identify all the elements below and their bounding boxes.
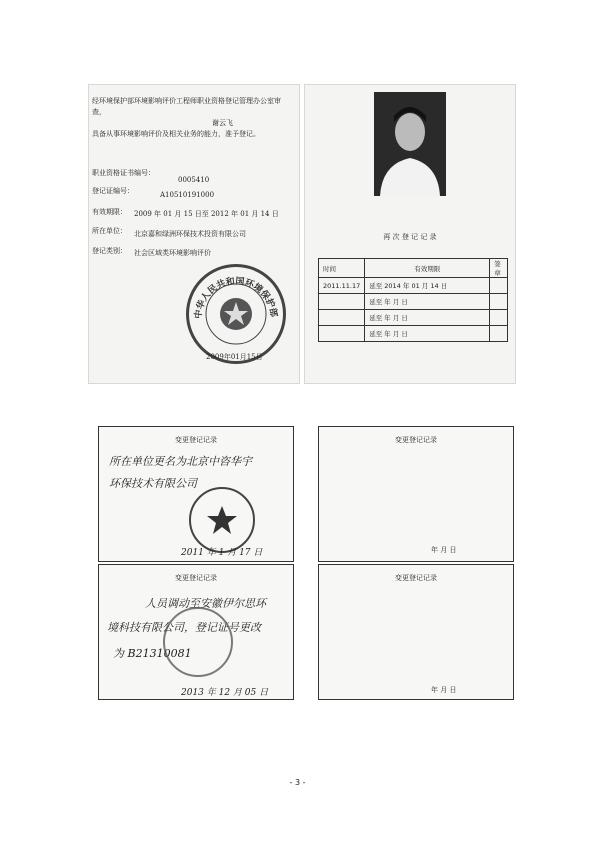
row-period: 延至 年 月 日 [365,326,490,342]
change-title: 变更登记记录 [175,574,217,582]
table-row [319,278,508,294]
row-period: 延至 年 月 日 [365,294,490,310]
seal-date: 2009年01月15日 [206,353,263,361]
table-row [319,326,508,342]
org-label: 所在单位： [92,227,127,235]
table-row [319,294,508,310]
org-value: 北京嘉和绿洲环保技术投资有限公司 [134,230,246,238]
change-record-4 [318,564,514,700]
company-seal [189,487,255,553]
seal-emblem-icon [189,267,283,361]
header-time: 时间 [319,259,365,278]
change-date: 年 月 日 [431,546,457,554]
row-period: 延至 年 月 日 [365,310,490,326]
row-time [319,310,365,326]
reg-no-value: A10510191000 [160,191,215,199]
star-icon [192,490,252,550]
change-line-3: 为 B21310081 [113,647,192,660]
row-period: 延至 2014 年 01 月 14 日 [365,278,490,294]
page-number: - 3 - [289,778,306,787]
row-signature [490,278,508,294]
change-line-1: 人员调动至安徽伊尔思环 [145,597,266,610]
row-signature [490,310,508,326]
ministry-seal [186,264,286,364]
holder-name: 谢云飞 [212,119,233,127]
change-date: 2011 年 1 月 17 日 [181,548,263,558]
change-title: 变更登记记录 [395,436,437,444]
seal-text: 中华人民共和国环境保护部 [193,276,279,320]
row-signature [490,326,508,342]
intro-text-2: 具备从事环境影响评价及相关业务的能力，准予登记。 [92,130,260,138]
row-time: 2011.11.17 [319,278,365,294]
change-date: 2013 年 12 月 05 日 [181,688,269,698]
certificate-intro [92,96,292,140]
portrait-icon [374,92,446,196]
row-time [319,294,365,310]
change-title: 变更登记记录 [395,574,437,582]
cert-no-label: 职业资格证书编号： [92,169,155,177]
change-line-2: 境科技有限公司，登记证号更改 [107,621,261,634]
table-row [319,310,508,326]
type-label: 登记类别： [92,247,127,255]
valid-label: 有效期限： [92,208,127,216]
row-time [319,326,365,342]
change-date: 年 月 日 [431,686,457,694]
change-record-3 [98,564,294,700]
change-record-2 [318,426,514,562]
holder-photo [374,92,446,196]
row-signature [490,294,508,310]
change-record-1 [98,426,294,562]
header-period: 有效期限 [365,259,490,278]
change-line-2: 环保技术有限公司 [109,477,197,490]
header-signature: 签章 [490,259,508,278]
company-seal [163,607,233,677]
renewal-table [318,258,508,342]
type-value: 社会区域类环境影响评价 [134,249,211,257]
renewal-title: 再 次 登 记 记 录 [383,233,437,241]
change-title: 变更登记记录 [175,436,217,444]
intro-text: 经环境保护部环境影响评价工程师职业资格登记管理办公室审查， [92,97,281,116]
reg-no-label: 登记证编号： [92,187,134,195]
valid-value: 2009 年 01 月 15 日至 2012 年 01 月 14 日 [134,210,279,218]
cert-no-value: 0005410 [178,176,210,184]
table-row [319,259,508,278]
change-line-1: 所在单位更名为北京中咨华宇 [109,455,252,468]
